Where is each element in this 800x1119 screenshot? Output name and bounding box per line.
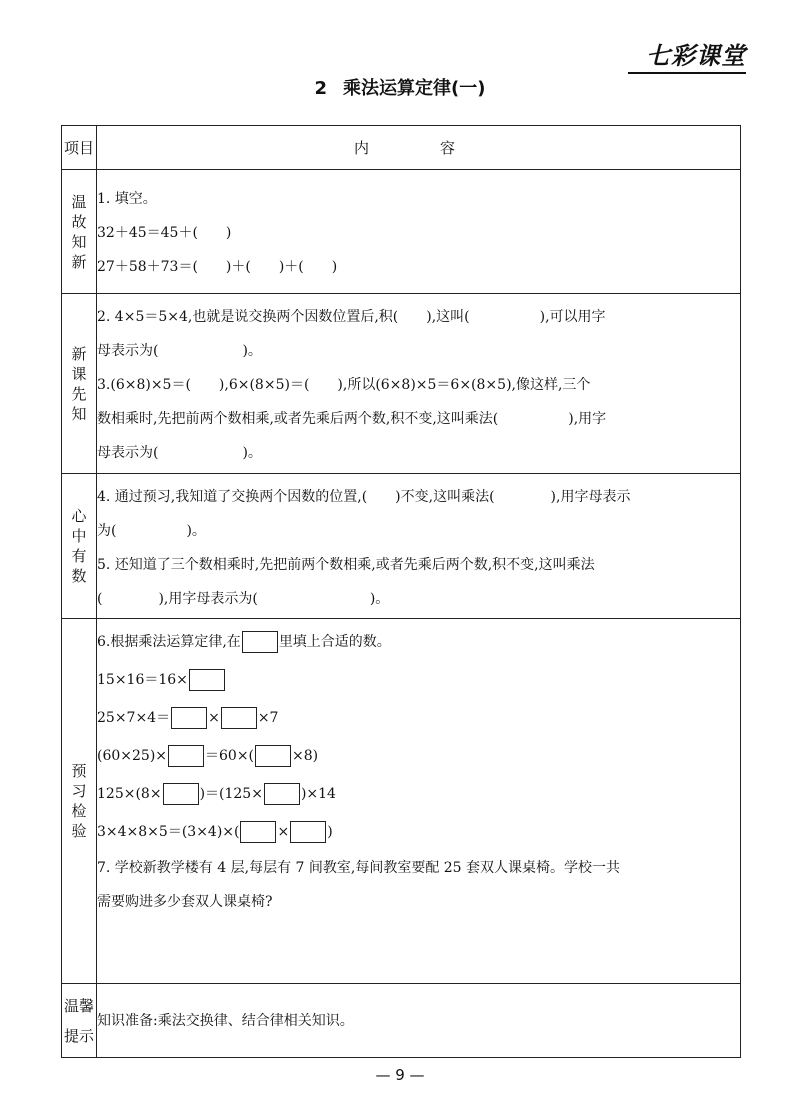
section-label-review: 温 故 知 新: [62, 170, 97, 294]
question-line: 数相乘时,先把前两个数相乘,或者先乘后两个数,积不变,这叫乘法( ),用字: [97, 411, 607, 427]
answer-box[interactable]: [189, 669, 225, 691]
answer-box: [242, 631, 278, 653]
q6-equation-3: (60×25)× ＝60×( ×8): [97, 737, 740, 775]
answer-box[interactable]: [221, 707, 257, 729]
question-line: 3.(6×8)×5＝( ),6×(8×5)＝( ),所以(6×8)×5＝6×(8×5),像这样,三个: [97, 377, 591, 393]
title-text: 乘法运算定律(一): [343, 78, 486, 99]
q6-intro: 6.根据乘法运算定律,在 里填上合适的数。: [97, 623, 740, 661]
answer-box[interactable]: [255, 745, 291, 767]
question-line: 27＋58＋73＝( )＋( )＋( ): [97, 259, 338, 275]
section-label-check: 预 习 检 验: [62, 619, 97, 984]
answer-box[interactable]: [168, 745, 204, 767]
question-line: 4. 通过预习,我知道了交换两个因数的位置,( )不变,这叫乘法( ),用字母表示: [97, 489, 631, 505]
worksheet-table: [61, 125, 741, 1058]
section-tips: [97, 984, 741, 1058]
answer-box[interactable]: [171, 707, 207, 729]
header-content: 内 容: [97, 126, 741, 170]
header-project: 项目: [62, 126, 97, 170]
answer-box[interactable]: [290, 821, 326, 843]
q7-line: 7. 学校新教学楼有 4 层,每层有 7 间教室,每间教室要配 25 套双人课桌椅。学校一共: [97, 860, 621, 876]
answer-box[interactable]: [264, 783, 300, 805]
question-line: 为( )。: [97, 523, 206, 539]
q6-equation-4: 125×(8× )＝(125× )×14: [97, 775, 740, 813]
section-label-preview: 新 课 先 知: [62, 294, 97, 474]
section-preview: [97, 294, 741, 474]
question-line: ( ),用字母表示为( )。: [97, 591, 390, 607]
question-line: 5. 还知道了三个数相乘时,先把前两个数相乘,或者先乘后两个数,积不变,这叫乘法: [97, 557, 595, 573]
question-line: 1. 填空。: [97, 191, 157, 207]
answer-box[interactable]: [163, 783, 199, 805]
q6-equation-1: 15×16＝16×: [97, 661, 740, 699]
section-label-tips: 温馨 提示: [62, 984, 97, 1058]
question-line: 32＋45＝45＋( ): [97, 225, 232, 241]
section-summary: [97, 474, 741, 619]
brand-logo: 七彩课堂: [646, 42, 746, 70]
question-line: 母表示为( )。: [97, 343, 262, 359]
section-check: [97, 619, 741, 984]
q6-equation-5: 3×4×8×5＝(3×4)×( × ): [97, 813, 740, 851]
tip-line: 知识准备:乘法交换律、结合律相关知识。: [97, 1012, 354, 1029]
page-title: [0, 74, 800, 100]
page-number: — 9 —: [375, 1066, 425, 1084]
question-line: 母表示为( )。: [97, 445, 262, 461]
answer-box[interactable]: [240, 821, 276, 843]
q7-line: 需要购进多少套双人课桌椅?: [97, 894, 273, 910]
section-review: [97, 170, 741, 294]
question-line: 2. 4×5＝5×4,也就是说交换两个因数位置后,积( ),这叫( ),可以用字: [97, 309, 606, 325]
section-label-summary: 心 中 有 数: [62, 474, 97, 619]
title-number: 2: [314, 78, 328, 99]
q6-equation-2: 25×7×4＝ × ×7: [97, 699, 740, 737]
